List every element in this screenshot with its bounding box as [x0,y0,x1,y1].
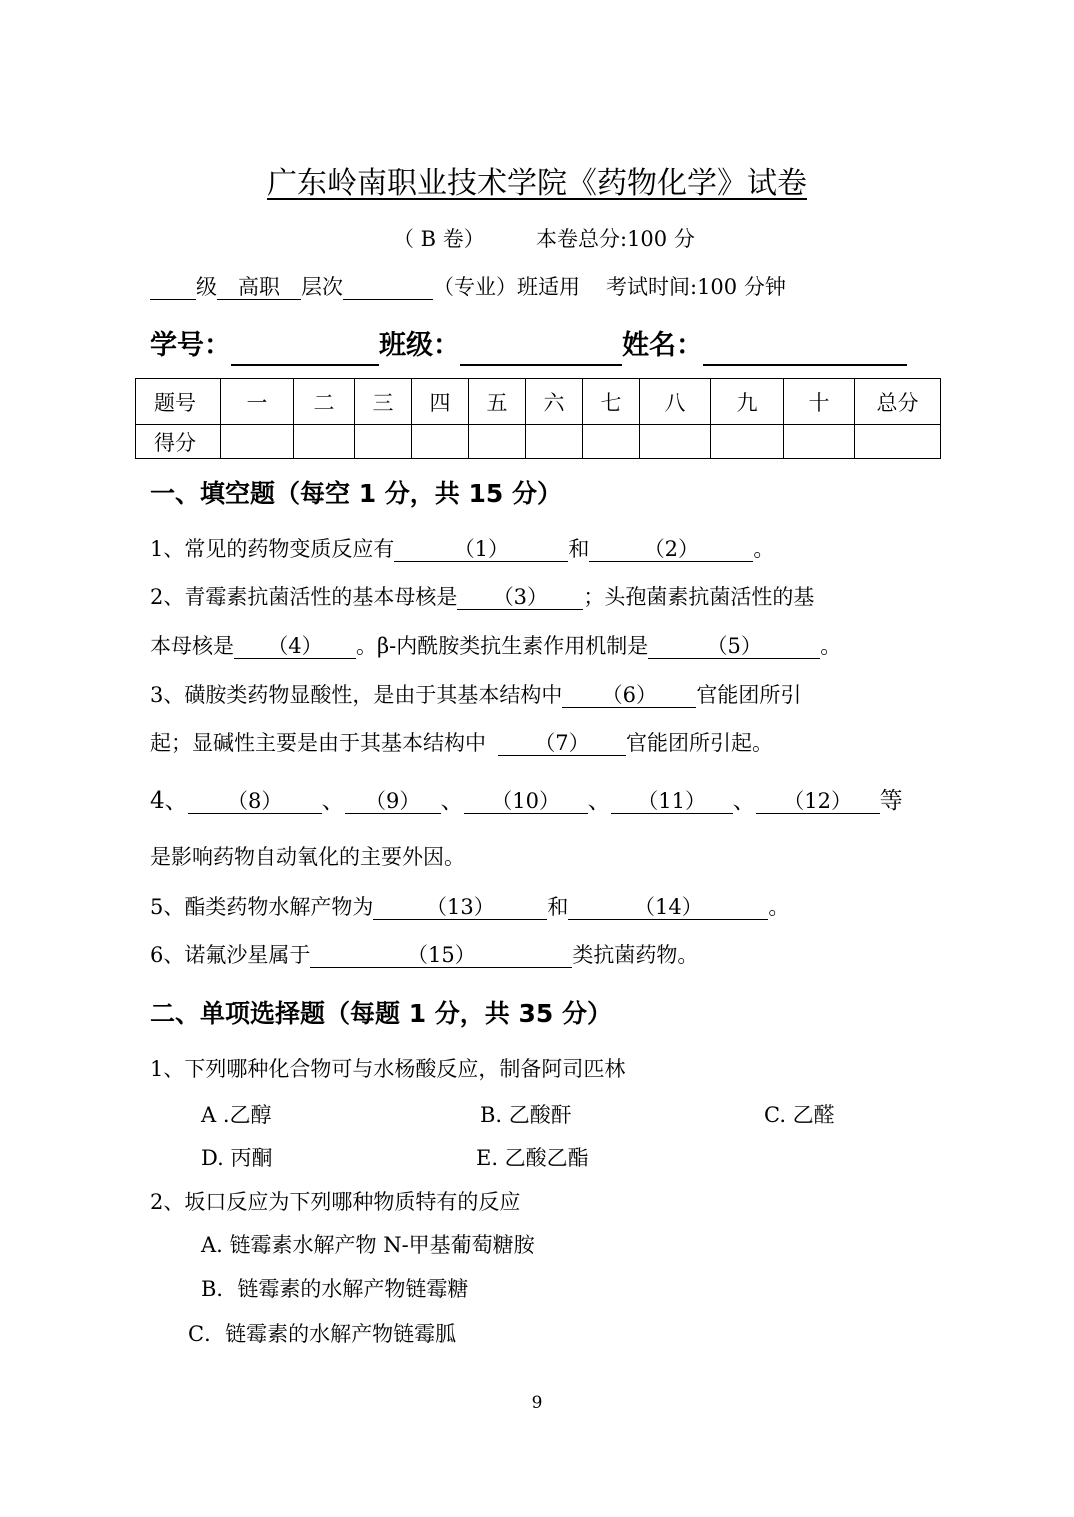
fill-q1 [150,534,774,564]
score-cell [221,425,294,459]
blank-10: （10） [464,789,588,814]
major-blank [343,275,433,300]
fill-q5 [150,892,789,922]
q2-text: 2、青霉素抗菌活性的基本母核是 [150,585,458,609]
score-cell-total [855,425,941,459]
grade-blank [150,275,196,300]
blank-15: （15） [310,943,572,968]
score-header: 十 [784,379,855,425]
fill-q3-line1 [150,680,801,710]
mc-q1-option-e[interactable]: E. 乙酸乙酯 [476,1146,589,1170]
score-header: 五 [469,379,526,425]
mc-q1-stem: 1、下列哪种化合物可与水杨酸反应，制备阿司匹林 [150,1057,626,1081]
row-label-question: 题号 [136,379,221,425]
paper-version: （ B 卷） [393,227,485,251]
blank-13: （13） [373,895,547,920]
score-header: 二 [294,379,355,425]
total-score: 本卷总分:100 分 [536,227,695,251]
q1-end: 。 [753,537,775,561]
q4-sep: 、 [321,788,345,814]
q5-end: 。 [768,895,790,919]
mc-q1-option-a[interactable]: A .乙醇 [201,1103,272,1127]
section1-heading: 一、填空题（每空 1 分，共 15 分） [150,479,563,508]
score-header: 一 [221,379,294,425]
q3-text-mid: 官能团所引 [696,683,802,707]
fill-q2-line1 [150,582,814,612]
score-cell [711,425,784,459]
mc-q2-option-b[interactable]: B．链霉素的水解产物链霉糖 [201,1277,469,1301]
page-number: 9 [531,1393,543,1413]
score-cell [526,425,583,459]
mc-q2-stem: 2、坂口反应为下列哪种物质特有的反应 [150,1190,521,1214]
fill-q2-line2 [150,631,841,661]
score-cell [640,425,711,459]
name-blank[interactable] [703,332,907,366]
fill-q4-line2: 是影响药物自动氧化的主要外因。 [150,845,465,869]
mc-q1-option-b[interactable]: B. 乙酸酐 [480,1103,572,1127]
q2-text-l2: 本母核是 [150,634,234,658]
score-header: 三 [355,379,412,425]
score-table [135,378,941,459]
q4-sep: 、 [732,788,756,814]
score-cell [469,425,526,459]
exam-time: 考试时间:100 分钟 [606,275,786,299]
class-label: 班级： [379,330,460,361]
row-label-score: 得分 [136,425,221,459]
mc-q1-option-d[interactable]: D. 丙酮 [201,1146,273,1170]
student-no-label: 学号： [150,330,231,361]
blank-11: （11） [611,789,733,814]
grade-suffix: 级 [196,275,217,299]
score-cell [294,425,355,459]
class-blank[interactable] [460,332,622,366]
score-cell [583,425,640,459]
q4-text: 4、 [150,788,188,814]
fill-q4-line1 [150,786,903,816]
blank-14: （14） [568,895,768,920]
q6-text: 6、诺氟沙星属于 [150,943,311,967]
name-label: 姓名： [622,330,703,361]
blank-1: （1） [394,537,568,562]
score-header: 八 [640,379,711,425]
section2-heading: 二、单项选择题（每题 1 分，共 35 分） [150,999,613,1028]
mc-q1-option-c[interactable]: C. 乙醛 [764,1103,835,1127]
exam-title: 广东岭南职业技术学院《药物化学》试卷 [267,166,807,201]
mc-q2-option-c[interactable]: C．链霉素的水解产物链霉胍 [188,1322,457,1346]
score-cell [412,425,469,459]
q5-text: 5、酯类药物水解产物为 [150,895,374,919]
blank-2: （2） [589,537,753,562]
major-label: （专业）班适用 [433,275,580,299]
score-cell [784,425,855,459]
q4-end: 等 [879,788,903,814]
level-value: 高职 [217,275,301,300]
q3-end: 官能团所引起。 [626,731,773,755]
score-cell [355,425,412,459]
q2-text-mid: ；头孢菌素抗菌活性的基 [583,585,815,609]
q4-sep: 、 [587,788,611,814]
q1-text: 1、常见的药物变质反应有 [150,537,395,561]
blank-9: （9） [345,789,441,814]
info-line [150,272,786,302]
q2-end: 。 [820,634,842,658]
q4-sep: 、 [440,788,464,814]
q5-and: 和 [547,895,569,919]
q6-end: 类抗菌药物。 [572,943,699,967]
student-no-blank[interactable] [231,332,379,366]
mc-q2-option-a[interactable]: A. 链霉素水解产物 N-甲基葡萄糖胺 [201,1233,535,1257]
level-label: 层次 [301,275,343,299]
blank-6: （6） [562,683,696,708]
score-header: 四 [412,379,469,425]
q2-text-l2mid: 。β-内酰胺类抗生素作用机制是 [356,634,649,658]
blank-12: （12） [756,789,880,814]
score-header-total: 总分 [855,379,941,425]
score-header: 六 [526,379,583,425]
score-header: 七 [583,379,640,425]
blank-5: （5） [648,634,820,659]
q3-text: 3、磺胺类药物显酸性，是由于其基本结构中 [150,683,563,707]
blank-3: （3） [457,585,583,610]
fill-q6 [150,940,698,970]
student-id-row [150,326,907,366]
blank-4: （4） [234,634,356,659]
blank-7: （7） [498,731,626,756]
q1-and: 和 [568,537,590,561]
blank-8: （8） [188,789,322,814]
q3-text-l2: 起；显碱性主要是由于其基本结构中 [150,731,486,755]
score-header: 九 [711,379,784,425]
fill-q3-line2 [150,728,773,758]
